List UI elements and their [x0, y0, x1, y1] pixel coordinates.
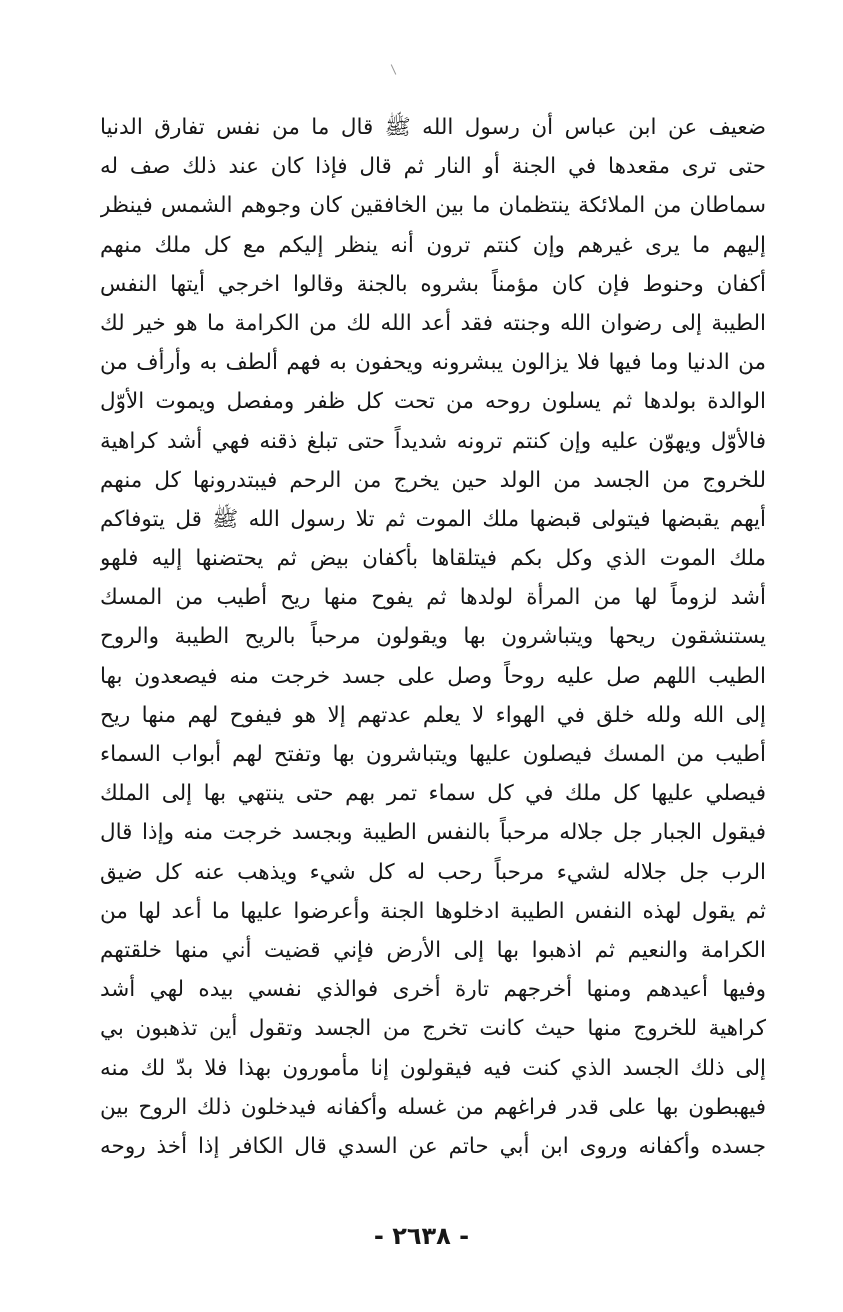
text-line-26: فيهبطون بها على قدر فراغهم من غسله وأكفانه فيدخلون ذلك الروح بين [100, 1094, 766, 1120]
text-line-20: الرب جل جلاله لشيء مرحباً رحب له كل شيء ويذهب عنه كل ضيق [100, 859, 766, 885]
text-line-8: الوالدة بولدها ثم يسلون روحه من تحت كل ظفر ومفصل ويموت الأوّل [100, 389, 766, 415]
text-line-7: من الدنيا وما فيها فلا يزالون يبشرونه ويحفون به فهم ألطف به وأرأف من [100, 350, 766, 376]
text-line-16: إلى الله ولله خلق في الهواء لا يعلم عدتهم إلا هو فيفوح لهم منها ريح [100, 702, 766, 728]
text-line-3: سماطان من الملائكة ينتظمان ما بين الخافقين كان وجوهم الشمس فينظر [100, 193, 766, 219]
text-line-14: يستنشقون ريحها ويتباشرون بها ويقولون مرحباً بالريح الطيبة والروح [100, 624, 766, 650]
text-line-23: وفيها أعيدهم ومنها أخرجهم تارة أخرى فوالذي نفسي بيده لهي أشد [100, 977, 766, 1003]
text-line-22: الكرامة والنعيم ثم اذهبوا بها إلى الأرض فإني قضيت أني منها خلقتهم [100, 937, 766, 963]
text-line-5: أكفان وحنوط فإن كان مؤمناً بشروه بالجنة وقالوا اخرجي أيتها النفس [100, 271, 766, 297]
text-line-13: أشد لزوماً لها من المرأة لولدها ثم يفوح منها ريح أطيب من المسك [100, 585, 766, 611]
text-line-4: إليهم ما يرى غيرهم وإن كنتم ترون أنه ينظر إليكم مع كل ملك منهم [100, 232, 766, 258]
text-line-9: فالأوّل ويهوّن عليه وإن كنتم ترونه شديداً حتى تبلغ ذقنه فهي أشد كراهية [100, 428, 766, 454]
text-line-27: جسده وأكفانه وروى ابن أبي حاتم عن السدي قال الكافر إذا أخذ روحه [100, 1133, 766, 1159]
page-number: - ٢٦٣٨ - [373, 1222, 470, 1250]
text-line-1: ضعيف عن ابن عباس أن رسول الله ﷺ قال ما من نفس تفارق الدنيا [100, 115, 766, 140]
body-text [100, 108, 766, 1166]
text-line-10: للخروج من الجسد من الولد حين يخرج من الرحم فيبتدرونها كل منهم [100, 467, 766, 493]
text-line-6: الطيبة إلى رضوان الله وجنته فقد أعد الله لك من الكرامة ما هو خير لك [100, 310, 766, 336]
text-line-19: فيقول الجبار جل جلاله مرحباً بالنفس الطيبة وبجسد خرجت منه وإذا قال [100, 820, 766, 846]
text-line-24: كراهية للخروج منها حيث كانت تخرج من الجسد وتقول أين تذهبون بي [100, 1016, 766, 1042]
text-line-25: إلى ذلك الجسد الذي كنت فيه فيقولون إنا مأمورون بهذا فلا بدّ لك منه [100, 1055, 766, 1081]
text-line-15: الطيب اللهم صل عليه روحاً وصل على جسد خرجت منه فيصعدون بها [100, 663, 766, 689]
text-line-12: ملك الموت الذي وكل بكم فيتلقاها بأكفان بيض ثم يحتضنها إليه فلهو [100, 546, 766, 572]
text-line-18: فيصلي عليها كل ملك في كل سماء تمر بهم حتى ينتهي بها إلى الملك [100, 781, 766, 807]
text-line-17: أطيب من المسك فيصلون عليها ويتباشرون بها وتفتح لهم أبواب السماء [100, 742, 766, 767]
text-line-11: أيهم يقبضها فيتولى قبضها ملك الموت ثم تلا رسول الله ﷺ قل يتوفاكم [100, 506, 766, 532]
scan-mark [391, 64, 397, 74]
text-line-2: حتى ترى مقعدها في الجنة أو النار ثم قال فإذا كان عند ذلك صف له [100, 154, 766, 180]
text-line-21: ثم يقول لهذه النفس الطيبة ادخلوها الجنة وأعرضوا عليها ما أعد لها من [100, 898, 766, 924]
